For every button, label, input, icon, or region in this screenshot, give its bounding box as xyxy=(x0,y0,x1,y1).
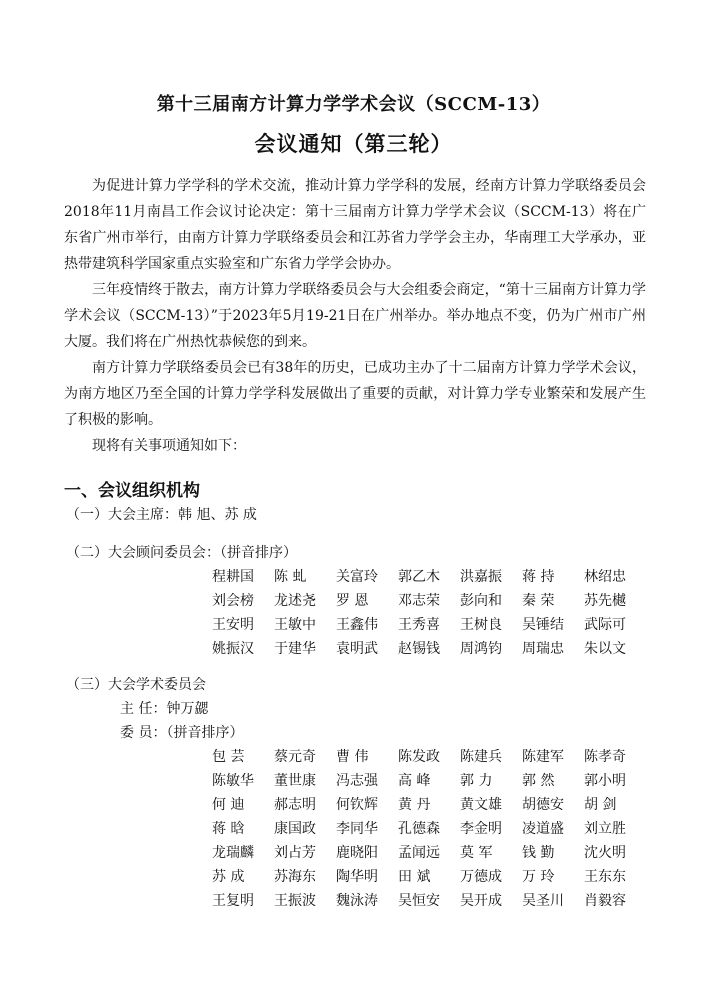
academic-member: 胡 剑 xyxy=(584,797,617,813)
academic-member: 孔德森 xyxy=(398,821,440,837)
paragraph-schedule: 三年疫情终于散去，南方计算力学联络委员会与大会组委会商定，“第十三届南方计算力学学术会议（SCCM-13）”于2023年5月19-21日在广州举办。举办地点不变，仍为广州市广州大厦。我们将在广州热忱恭候您的到来。 xyxy=(64,282,646,350)
academic-member: 万德成 xyxy=(460,869,502,885)
advisory-member: 陈 虬 xyxy=(274,569,307,585)
academic-member: 陶华明 xyxy=(336,869,378,885)
academic-member: 王振波 xyxy=(274,893,316,909)
advisory-member: 王树良 xyxy=(460,617,502,633)
academic-member: 包 芸 xyxy=(212,749,245,765)
advisory-member: 王鑫伟 xyxy=(336,617,378,633)
advisory-member: 邓志荣 xyxy=(398,593,440,609)
advisory-member: 罗 恩 xyxy=(336,593,369,609)
academic-member: 田 斌 xyxy=(398,869,431,885)
academic-member: 曹 伟 xyxy=(336,749,369,765)
academic-committee-heading: （三）大会学术委员会 xyxy=(66,677,206,693)
academic-member: 高 峰 xyxy=(398,773,431,789)
academic-committee-members-label: 委 员：（拼音排序） xyxy=(120,725,244,741)
academic-member: 郭 然 xyxy=(522,773,555,789)
advisory-member: 于建华 xyxy=(274,641,316,657)
academic-member: 龙瑞麟 xyxy=(212,845,254,861)
academic-member: 何 迪 xyxy=(212,797,245,813)
academic-member: 陈发政 xyxy=(398,749,440,765)
academic-committee-list xyxy=(212,745,646,913)
academic-member: 钱 勤 xyxy=(522,845,555,861)
conference-chairs: （一）大会主席：韩 旭、苏 成 xyxy=(66,507,257,523)
academic-member: 李同华 xyxy=(336,821,378,837)
academic-member: 鹿晓阳 xyxy=(336,845,378,861)
advisory-member: 林绍忠 xyxy=(584,569,626,585)
academic-member: 刘立胜 xyxy=(584,821,626,837)
academic-member: 苏海东 xyxy=(274,869,316,885)
academic-member: 陈建兵 xyxy=(460,749,502,765)
academic-member: 郭小明 xyxy=(584,773,626,789)
academic-member: 苏 成 xyxy=(212,869,245,885)
advisory-member: 周瑞忠 xyxy=(522,641,564,657)
advisory-member: 洪嘉振 xyxy=(460,569,502,585)
academic-member: 吴开成 xyxy=(460,893,502,909)
academic-member: 蔡元奇 xyxy=(274,749,316,765)
academic-member: 蒋 晗 xyxy=(212,821,245,837)
advisory-member: 蒋 持 xyxy=(522,569,555,585)
advisory-member: 周鸿钧 xyxy=(460,641,502,657)
academic-member: 董世康 xyxy=(274,773,316,789)
advisory-member: 王秀喜 xyxy=(398,617,440,633)
academic-member: 沈火明 xyxy=(584,845,626,861)
advisory-member: 刘会榜 xyxy=(212,593,254,609)
advisory-member: 姚振汉 xyxy=(212,641,254,657)
advisory-member: 武际可 xyxy=(584,617,626,633)
academic-member: 黄 丹 xyxy=(398,797,431,813)
academic-committee-director: 主 任：钟万勰 xyxy=(120,701,209,717)
advisory-member: 吴锤结 xyxy=(522,617,564,633)
academic-member: 王复明 xyxy=(212,893,254,909)
advisory-member: 郭乙木 xyxy=(398,569,440,585)
paragraph-history: 南方计算力学联络委员会已有38年的历史，已成功主办了十二届南方计算力学学术会议，为南方地区乃至全国的计算力学学科发展做出了重要的贡献，对计算力学专业繁荣和发展产生了积极的影响。 xyxy=(64,360,646,428)
advisory-member: 苏先樾 xyxy=(584,593,626,609)
section-heading-organization: 一、会议组织机构 xyxy=(64,481,200,501)
academic-member: 胡德安 xyxy=(522,797,564,813)
advisory-member: 秦 荣 xyxy=(522,593,555,609)
academic-member: 魏泳涛 xyxy=(336,893,378,909)
advisory-committee-heading: （二）大会顾问委员会：（拼音排序） xyxy=(66,545,297,561)
academic-member: 陈敏华 xyxy=(212,773,254,789)
academic-member: 凌道盛 xyxy=(522,821,564,837)
academic-member: 吴恒安 xyxy=(398,893,440,909)
academic-member: 郝志明 xyxy=(274,797,316,813)
academic-member: 何钦辉 xyxy=(336,797,378,813)
academic-member: 莫 军 xyxy=(460,845,493,861)
academic-member: 孟闻远 xyxy=(398,845,440,861)
academic-member: 冯志强 xyxy=(336,773,378,789)
advisory-member: 赵锡钱 xyxy=(398,641,440,657)
academic-member: 肖毅容 xyxy=(584,893,626,909)
advisory-member: 王安明 xyxy=(212,617,254,633)
advisory-member: 龙述尧 xyxy=(274,593,316,609)
notice-subtitle: 会议通知（第三轮） xyxy=(254,131,453,156)
academic-member: 康国政 xyxy=(274,821,316,837)
advisory-member: 王敏中 xyxy=(274,617,316,633)
paragraph-intro: 为促进计算力学学科的学术交流，推动计算力学学科的发展，经南方计算力学联络委员会2018年11月南昌工作会议讨论决定：第十三届南方计算力学学术会议（SCCM-13）将在广东省广州市举行，由南方计算力学联络委员会和江苏省力学学会主办，华南理工大学承办，亚热带建筑科学国家重点实验室和广东省力学学会协办。 xyxy=(64,178,646,272)
advisory-committee-list xyxy=(212,565,646,661)
academic-member: 李金明 xyxy=(460,821,502,837)
conference-title: 第十三届南方计算力学学术会议（SCCM-13） xyxy=(156,94,551,115)
advisory-member: 彭向和 xyxy=(460,593,502,609)
advisory-member: 朱以文 xyxy=(584,641,626,657)
paragraph-notice: 现将有关事项通知如下： xyxy=(92,438,246,454)
academic-member: 黄文雄 xyxy=(460,797,502,813)
advisory-member: 程耕国 xyxy=(212,569,254,585)
academic-member: 王东东 xyxy=(584,869,626,885)
academic-member: 吴圣川 xyxy=(522,893,564,909)
advisory-member: 关富玲 xyxy=(336,569,378,585)
advisory-member: 袁明武 xyxy=(336,641,378,657)
academic-member: 万 玲 xyxy=(522,869,555,885)
academic-member: 郭 力 xyxy=(460,773,493,789)
academic-member: 陈建军 xyxy=(522,749,564,765)
academic-member: 陈孝奇 xyxy=(584,749,626,765)
academic-member: 刘占芳 xyxy=(274,845,316,861)
